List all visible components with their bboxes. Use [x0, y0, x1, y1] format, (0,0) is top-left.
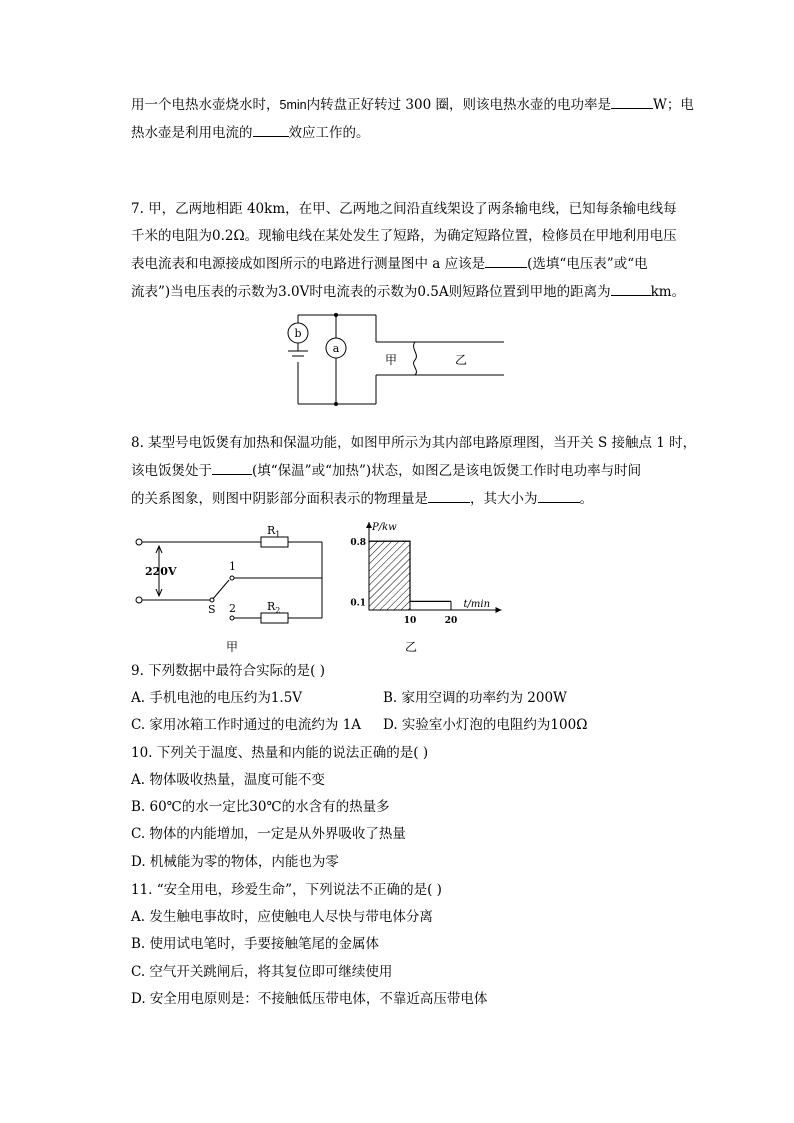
contact-1-label: 1 — [229, 560, 236, 573]
contact-1 — [230, 576, 234, 580]
r2-label: $R_2$ — [267, 600, 281, 615]
switch-pivot — [210, 598, 214, 602]
terminal-bottom — [136, 597, 142, 603]
location-jia-label: 甲 — [385, 353, 398, 367]
q6-line-1: 用一个电热水壶烧水时，5min内转盘正好转过 300 圈，则该电热水壶的电功率是 W；电 — [131, 94, 694, 115]
q10-option-b[interactable]: B. 60℃的水一定比30℃的水含有的热量多 — [131, 799, 390, 815]
q10-option-c[interactable]: C. 物体的内能增加，一定是从外界吸收了热量 — [131, 826, 406, 842]
contact-2-label: 2 — [229, 602, 236, 615]
meter-a-label: a — [332, 342, 340, 355]
q7-line-2: 千米的电阻为0.2Ω。现输电线在某处发生了短路，为确定短路位置，检修员在甲地利用电压 — [131, 228, 677, 244]
q7-line-1: 7. 甲，乙两地相距 40km，在甲、乙两地之间沿直线架设了两条输电线，已知每条输电线每 — [131, 201, 677, 217]
q11-stem: 11. “安全用电，珍爱生命”，下列说法不正确的是( ) — [131, 882, 442, 898]
terminal-top — [136, 539, 142, 545]
q11-option-c[interactable]: C. 空气开关跳闸后，将其复位即可继续使用 — [131, 964, 393, 980]
junction-dot — [334, 313, 338, 317]
location-yi-label: 乙 — [455, 353, 468, 367]
q9-stem: 9. 下列数据中最符合实际的是( ) — [131, 663, 325, 679]
q11-option-a[interactable]: A. 发生触电事故时，应使触电人尽快与带电体分离 — [131, 909, 433, 925]
q9-option-b[interactable]: B. 家用空调的功率约为 200W — [383, 690, 567, 706]
y-tick-label: 0.8 — [350, 538, 366, 549]
q10-stem: 10. 下列关于温度、热量和内能的说法正确的是( ) — [131, 745, 429, 761]
q8-line-2: 该电饭煲处于 (填“保温”或“加热”)状态，如图乙是该电饭煲工作时电功率与时间 — [131, 460, 641, 481]
x-tick-label: 10 — [403, 616, 417, 626]
junction-dot — [334, 402, 338, 406]
q9-option-a[interactable]: A. 手机电池的电压约为1.5V — [131, 690, 303, 706]
r1-label: $R_1$ — [267, 524, 281, 539]
y-axis-label: P/kw — [372, 522, 397, 533]
q6-line-2: 热水壶是利用电流的 效应工作的。 — [131, 122, 370, 143]
q11-option-b[interactable]: B. 使用试电笔时，手要接触笔尾的金属体 — [131, 936, 380, 952]
voltage-label: 220V — [145, 565, 177, 578]
q7-line-4: 流表”)当电压表的示数为3.0V时电流表的示数为0.5A则短路位置到甲地的距离为 km。 — [131, 281, 685, 302]
q11-option-d[interactable]: D. 安全用电原则是：不接触低压带电体，不靠近高压带电体 — [131, 991, 488, 1007]
q9-option-d[interactable]: D. 实验室小灯泡的电阻约为100Ω — [383, 717, 588, 733]
q8-line-1: 8. 某型号电饭煲有加热和保温功能，如图甲所示为其内部电路原理图，当开关 S 接触点 1 时， — [131, 435, 697, 451]
x-axis-arrow — [496, 607, 502, 613]
q6-answer-blank-2[interactable] — [253, 122, 289, 137]
q8-answer-blank-2[interactable] — [428, 488, 470, 503]
y-tick-label: 0.1 — [350, 598, 366, 609]
q6-answer-blank-1[interactable] — [611, 94, 653, 109]
q7-answer-blank-1[interactable] — [485, 253, 527, 268]
q8-line-3: 的关系图象，则图中阴影部分面积表示的物理量是 ，其大小为 。 — [131, 488, 593, 509]
q10-option-d[interactable]: D. 机械能为零的物体，内能也为零 — [131, 854, 339, 870]
power-time-chart — [345, 510, 510, 655]
switch-label: S — [208, 603, 216, 616]
q10-option-a[interactable]: A. 物体吸收热量，温度可能不变 — [131, 772, 325, 788]
chart-caption: 乙 — [405, 640, 418, 654]
shaded-energy-area — [369, 541, 410, 610]
q9-option-c[interactable]: C. 家用冰箱工作时通过的电流约为 1A — [131, 717, 362, 733]
q7-line-3: 表电流表和电源接成如图所示的电路进行测量图中 a 应该是 (选填“电压表”或“电 — [131, 253, 648, 274]
x-tick-label: 20 — [444, 616, 458, 626]
q8-answer-blank-1[interactable] — [212, 460, 252, 475]
contact-2 — [230, 616, 234, 620]
q8-answer-blank-3[interactable] — [538, 488, 580, 503]
q8-circuit-diagram — [128, 520, 333, 655]
circuit-caption: 甲 — [226, 640, 239, 654]
x-axis-label: t/min — [463, 599, 491, 610]
q7-circuit-diagram — [278, 312, 508, 412]
meter-b-label: b — [294, 327, 302, 340]
q7-answer-blank-2[interactable] — [611, 281, 651, 296]
